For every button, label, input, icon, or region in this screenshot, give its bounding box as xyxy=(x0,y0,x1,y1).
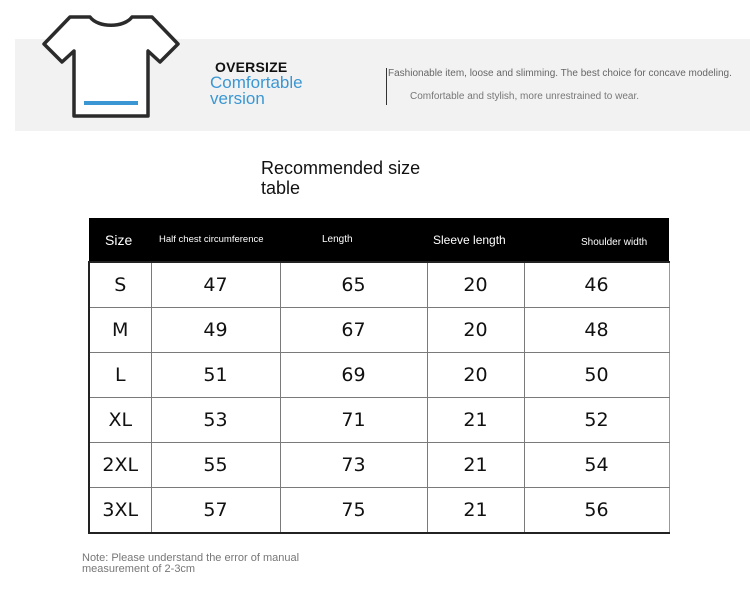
header-sleeve-length: Sleeve length xyxy=(427,218,524,262)
table-row xyxy=(89,443,669,488)
cell-length: 69 xyxy=(280,353,427,398)
cell-size: S xyxy=(89,262,151,308)
table-title: Recommended size table xyxy=(261,158,421,198)
header-length: Length xyxy=(280,218,427,262)
cell-half-chest: 57 xyxy=(151,488,280,534)
cell-sleeve: 21 xyxy=(427,488,524,534)
description-line-1: Fashionable item, loose and slimming. The best choice for concave modeling. xyxy=(388,68,732,79)
cell-half-chest: 55 xyxy=(151,443,280,488)
cell-length: 67 xyxy=(280,308,427,353)
measurement-note: Note: Please understand the error of manual measurement of 2-3cm xyxy=(82,552,300,575)
cell-size: 3XL xyxy=(89,488,151,534)
table-header-row xyxy=(89,218,669,262)
divider-line xyxy=(386,68,387,105)
header-size: Size xyxy=(89,218,151,262)
cell-sleeve: 21 xyxy=(427,443,524,488)
size-table xyxy=(88,218,670,534)
cell-length: 71 xyxy=(280,398,427,443)
cell-sleeve: 20 xyxy=(427,262,524,308)
cell-shoulder: 50 xyxy=(524,353,669,398)
cell-shoulder: 56 xyxy=(524,488,669,534)
cell-shoulder: 46 xyxy=(524,262,669,308)
cell-length: 65 xyxy=(280,262,427,308)
oversize-label: OVERSIZE xyxy=(215,59,288,75)
table-row xyxy=(89,398,669,443)
table-row xyxy=(89,308,669,353)
cell-length: 73 xyxy=(280,443,427,488)
table-row xyxy=(89,262,669,308)
header-shoulder-width: Shoulder width xyxy=(524,218,669,262)
cell-half-chest: 53 xyxy=(151,398,280,443)
cell-shoulder: 48 xyxy=(524,308,669,353)
cell-size: XL xyxy=(89,398,151,443)
cell-shoulder: 54 xyxy=(524,443,669,488)
table-row xyxy=(89,353,669,398)
tshirt-icon xyxy=(42,14,180,120)
cell-sleeve: 20 xyxy=(427,353,524,398)
cell-half-chest: 49 xyxy=(151,308,280,353)
cell-size: 2XL xyxy=(89,443,151,488)
description-line-2: Comfortable and stylish, more unrestrained to wear. xyxy=(410,91,639,102)
table-row xyxy=(89,488,669,534)
cell-half-chest: 47 xyxy=(151,262,280,308)
cell-size: M xyxy=(89,308,151,353)
cell-shoulder: 52 xyxy=(524,398,669,443)
cell-sleeve: 20 xyxy=(427,308,524,353)
header-half-chest: Half chest circumference xyxy=(151,218,280,262)
cell-length: 75 xyxy=(280,488,427,534)
cell-half-chest: 51 xyxy=(151,353,280,398)
comfortable-version-label: Comfortable version xyxy=(210,73,303,108)
cell-sleeve: 21 xyxy=(427,398,524,443)
cell-size: L xyxy=(89,353,151,398)
